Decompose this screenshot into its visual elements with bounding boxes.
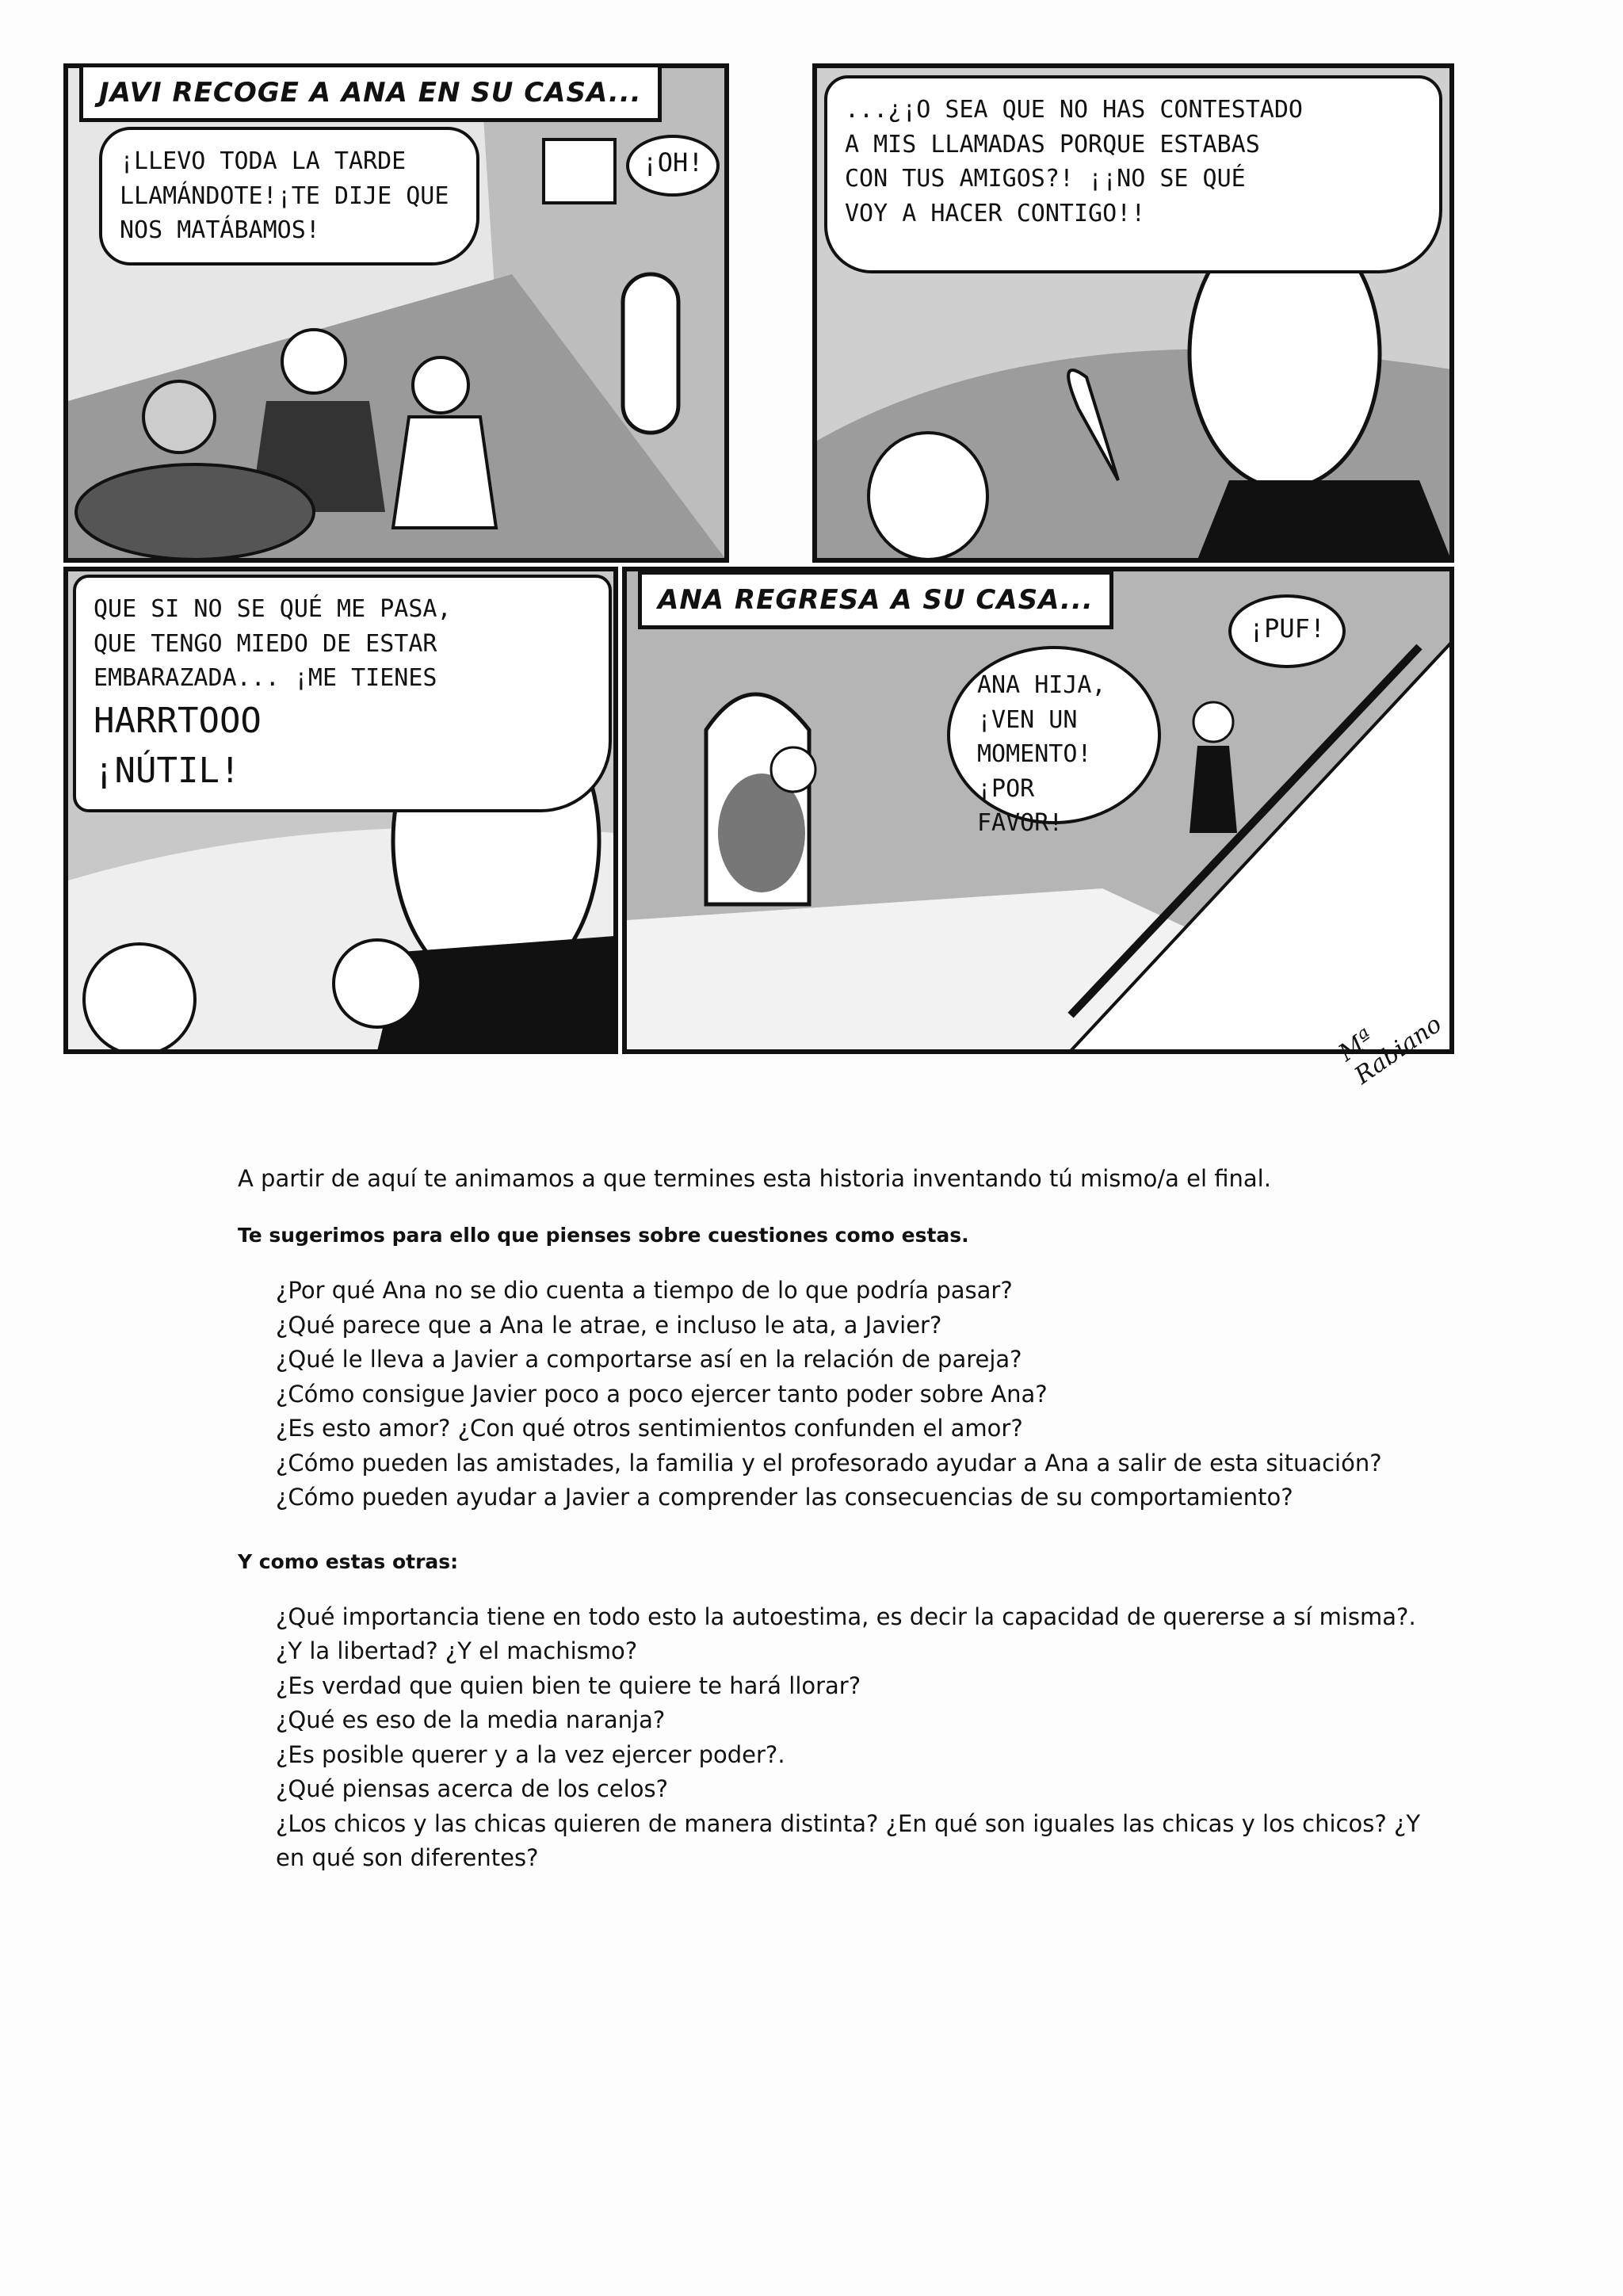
comic-strip bbox=[55, 55, 1454, 1091]
question-item: ¿Es esto amor? ¿Con qué otros sentimientos confunden el amor? bbox=[276, 1415, 1023, 1442]
bubble-line: ¡POR FAVOR! bbox=[977, 774, 1064, 837]
question-item: ¿Cómo consigue Javier poco a poco ejercer tanto poder sobre Ana? bbox=[276, 1380, 1048, 1408]
bubble-line: QUE SI NO SE QUÉ ME PASA, bbox=[94, 595, 452, 623]
panel-3-speech-bubble bbox=[73, 575, 612, 812]
panel-4-caption: ANA REGRESA A SU CASA... bbox=[638, 571, 1113, 629]
bubble-line: NOS MATÁBAMOS! bbox=[120, 216, 320, 244]
bubble-line: ...¿¡O SEA QUE NO HAS CONTESTADO bbox=[845, 96, 1303, 124]
panel-1-caption: JAVI RECOGE A ANA EN SU CASA... bbox=[79, 63, 662, 122]
bubble-line: A MIS LLAMADAS PORQUE ESTABAS bbox=[845, 130, 1260, 159]
intro-paragraph: A partir de aquí te animamos a que termines esta historia inventando tú mismo/a el final. bbox=[238, 1165, 1271, 1192]
panel-2-speech-bubble bbox=[824, 75, 1442, 273]
bubble-line: ¡VEN UN bbox=[977, 705, 1078, 734]
lead-heading-2: Y como estas otras: bbox=[238, 1549, 459, 1573]
lead-heading-1: Te sugerimos para ello que pienses sobre cuestiones como estas. bbox=[238, 1224, 969, 1247]
question-item: ¿Cómo pueden las amistades, la familia y el profesorado ayudar a Ana a salir de esta situación? bbox=[276, 1449, 1382, 1477]
activity-text bbox=[238, 1165, 1426, 1911]
bubble-line-big: ¡NÚTIL! bbox=[94, 751, 241, 792]
question-item: ¿Es posible querer y a la vez ejercer poder?. bbox=[276, 1740, 785, 1768]
question-item: ¿Qué parece que a Ana le atrae, e incluso le ata, a Javier? bbox=[276, 1311, 942, 1339]
panel-4-puf-bubble: ¡PUF! bbox=[1228, 594, 1346, 668]
bubble-line: ANA HIJA, bbox=[977, 671, 1106, 699]
question-item: ¿Es verdad que quien bien te quiere te hará llorar? bbox=[276, 1671, 861, 1699]
bubble-line: ¡LLEVO TODA LA TARDE bbox=[120, 147, 407, 175]
bubble-line: QUE TENGO MIEDO DE ESTAR bbox=[94, 629, 437, 658]
panel-1-speech-bubble bbox=[99, 127, 479, 266]
question-item: ¿Qué piensas acerca de los celos? bbox=[276, 1775, 669, 1802]
bubble-line: LLAMÁNDOTE!¡TE DIJE QUE bbox=[120, 181, 449, 210]
question-list-2 bbox=[276, 1600, 1426, 1876]
artist-signature: Mª Rabiano bbox=[1334, 1010, 1447, 1091]
question-list-1 bbox=[276, 1274, 1426, 1515]
question-item: ¿Qué es eso de la media naranja? bbox=[276, 1706, 666, 1733]
question-item: ¿Qué importancia tiene en todo esto la autoestima, es decir la capacidad de quererse a sí misma?. ¿Y la libertad? ¿Y el machismo? bbox=[276, 1603, 1416, 1664]
panel-1-oh-bubble: ¡OH! bbox=[626, 135, 720, 197]
bubble-line: MOMENTO! bbox=[977, 740, 1092, 768]
bubble-line: CON TUS AMIGOS?! ¡¡NO SE QUÉ bbox=[845, 165, 1246, 193]
bubble-line: EMBARAZADA... ¡ME TIENES bbox=[94, 664, 437, 692]
panel-4-mother-bubble bbox=[947, 646, 1161, 837]
question-item: ¿Los chicos y las chicas quieren de manera distinta? ¿En qué son iguales las chicas y los chicos? ¿Y en qué son diferentes? bbox=[276, 1809, 1421, 1871]
bubble-line: VOY A HACER CONTIGO!! bbox=[845, 199, 1146, 227]
question-item: ¿Por qué Ana no se dio cuenta a tiempo de lo que podría pasar? bbox=[276, 1277, 1013, 1304]
question-item: ¿Qué le lleva a Javier a comportarse así en la relación de pareja? bbox=[276, 1346, 1022, 1373]
question-item: ¿Cómo pueden ayudar a Javier a comprender las consecuencias de su comportamiento? bbox=[276, 1484, 1293, 1511]
bubble-line-big: HARRTOOO bbox=[94, 700, 262, 741]
